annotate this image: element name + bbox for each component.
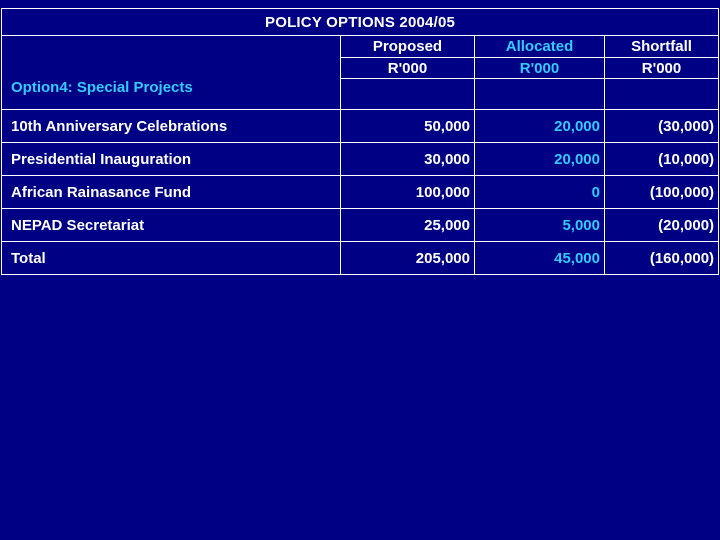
row-proposed: 50,000 <box>341 110 475 143</box>
total-shortfall: (160,000) <box>605 242 719 275</box>
row-label: African Rainasance Fund <box>2 176 341 209</box>
header-shortfall: Shortfall <box>605 36 719 58</box>
row-label: Presidential Inauguration <box>2 143 341 176</box>
table-title: POLICY OPTIONS 2004/05 <box>2 9 719 36</box>
total-allocated: 45,000 <box>475 242 605 275</box>
table-row <box>2 110 719 143</box>
row-allocated: 20,000 <box>475 143 605 176</box>
unit-row <box>2 58 719 79</box>
title-row <box>2 9 719 36</box>
unit-blank <box>2 58 341 79</box>
category-label: Option4: Special Projects <box>2 79 341 110</box>
category-allocated <box>475 79 605 110</box>
table-row <box>2 209 719 242</box>
row-shortfall: (10,000) <box>605 143 719 176</box>
category-row <box>2 79 719 110</box>
header-blank <box>2 36 341 58</box>
row-allocated: 5,000 <box>475 209 605 242</box>
total-proposed: 205,000 <box>341 242 475 275</box>
header-proposed: Proposed <box>341 36 475 58</box>
row-allocated: 0 <box>475 176 605 209</box>
category-shortfall <box>605 79 719 110</box>
row-proposed: 25,000 <box>341 209 475 242</box>
unit-shortfall: R'000 <box>605 58 719 79</box>
row-label: 10th Anniversary Celebrations <box>2 110 341 143</box>
row-proposed: 30,000 <box>341 143 475 176</box>
unit-proposed: R'000 <box>341 58 475 79</box>
policy-options-table <box>1 8 719 275</box>
unit-allocated: R'000 <box>475 58 605 79</box>
row-allocated: 20,000 <box>475 110 605 143</box>
header-allocated: Allocated <box>475 36 605 58</box>
row-proposed: 100,000 <box>341 176 475 209</box>
category-proposed <box>341 79 475 110</box>
table-row <box>2 143 719 176</box>
row-shortfall: (30,000) <box>605 110 719 143</box>
row-shortfall: (20,000) <box>605 209 719 242</box>
total-label: Total <box>2 242 341 275</box>
total-row <box>2 242 719 275</box>
row-shortfall: (100,000) <box>605 176 719 209</box>
header-row <box>2 36 719 58</box>
row-label: NEPAD Secretariat <box>2 209 341 242</box>
table-row <box>2 176 719 209</box>
